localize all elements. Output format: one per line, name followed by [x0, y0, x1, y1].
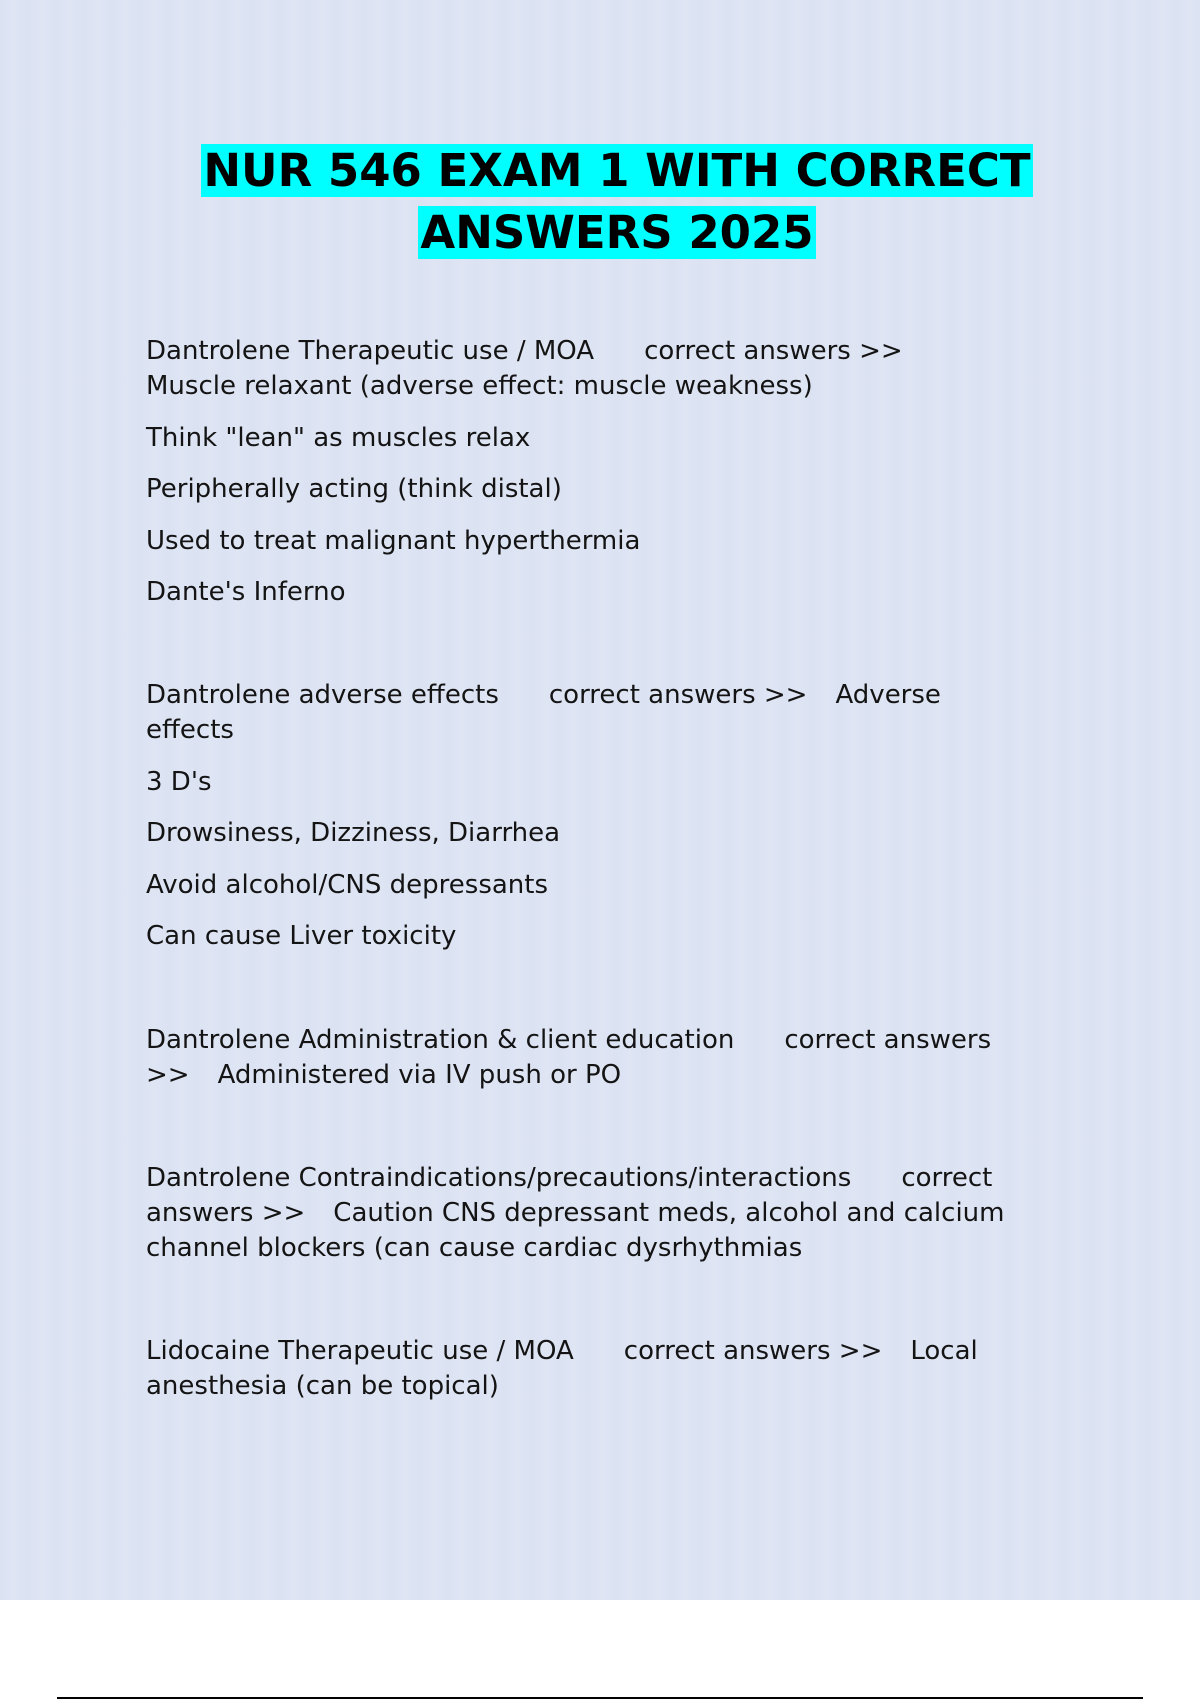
entry-question-line: [146, 1161, 1086, 1196]
entry-answer-line: [146, 1058, 1086, 1093]
entry-answer-line: [146, 1196, 1086, 1231]
entry-dantrolene-contraindications: [146, 1161, 1086, 1266]
document-title: [0, 140, 1200, 264]
title-line-1: NUR 546 EXAM 1 WITH CORRECT: [203, 144, 1031, 197]
entry-separator: correct answers: [784, 1025, 992, 1055]
entry-question-line: [146, 334, 1086, 369]
entry-answer-start: Adverse: [835, 680, 941, 710]
entry-separator: correct answers >>: [644, 336, 903, 366]
entry-dantrolene-moa: [146, 334, 1086, 610]
entry-separator-cont: >>: [146, 1060, 190, 1090]
entry-term: Lidocaine Therapeutic use / MOA: [146, 1336, 574, 1366]
entry-question-line: [146, 1023, 1086, 1058]
entry-answer: Caution CNS depressant meds, alcohol and calcium: [333, 1198, 1005, 1228]
entry-note: Used to treat malignant hyperthermia: [146, 526, 641, 556]
entry-note: Drowsiness, Dizziness, Diarrhea: [146, 818, 561, 848]
entry-note: 3 D's: [146, 767, 212, 797]
flashcard-content: [146, 334, 1086, 1404]
entry-answer-start: Local: [910, 1336, 978, 1366]
entry-answer-line: effects: [146, 715, 234, 745]
title-line-2: ANSWERS 2025: [420, 206, 814, 259]
entry-note: Avoid alcohol/CNS depressants: [146, 870, 549, 900]
entry-term: Dantrolene Contraindications/precautions/interactions: [146, 1163, 852, 1193]
entry-note: Think "lean" as muscles relax: [146, 423, 531, 453]
entry-term: Dantrolene Administration & client education: [146, 1025, 735, 1055]
entry-separator: correct answers >>: [623, 1336, 883, 1366]
entry-separator: correct: [901, 1163, 993, 1193]
entry-lidocaine-moa: [146, 1334, 1086, 1404]
entry-term: Dantrolene adverse effects: [146, 680, 499, 710]
entry-question-line: [146, 678, 1086, 713]
entry-separator-cont: answers >>: [146, 1198, 306, 1228]
entry-answer-line: anesthesia (can be topical): [146, 1371, 499, 1401]
entry-note: Peripherally acting (think distal): [146, 474, 562, 504]
entry-term: Dantrolene Therapeutic use / MOA: [146, 336, 595, 366]
entry-dantrolene-administration: [146, 1023, 1086, 1093]
entry-answer: Administered via IV push or PO: [217, 1060, 622, 1090]
entry-answer-line: channel blockers (can cause cardiac dysrhythmias: [146, 1233, 803, 1263]
footer-divider: [57, 1697, 1143, 1699]
entry-question-line: [146, 1334, 1086, 1369]
entry-note: Dante's Inferno: [146, 577, 346, 607]
entry-note: Can cause Liver toxicity: [146, 921, 457, 951]
entry-dantrolene-adverse: [146, 678, 1086, 954]
entry-answer-line: Muscle relaxant (adverse effect: muscle weakness): [146, 371, 813, 401]
entry-separator: correct answers >>: [548, 680, 808, 710]
